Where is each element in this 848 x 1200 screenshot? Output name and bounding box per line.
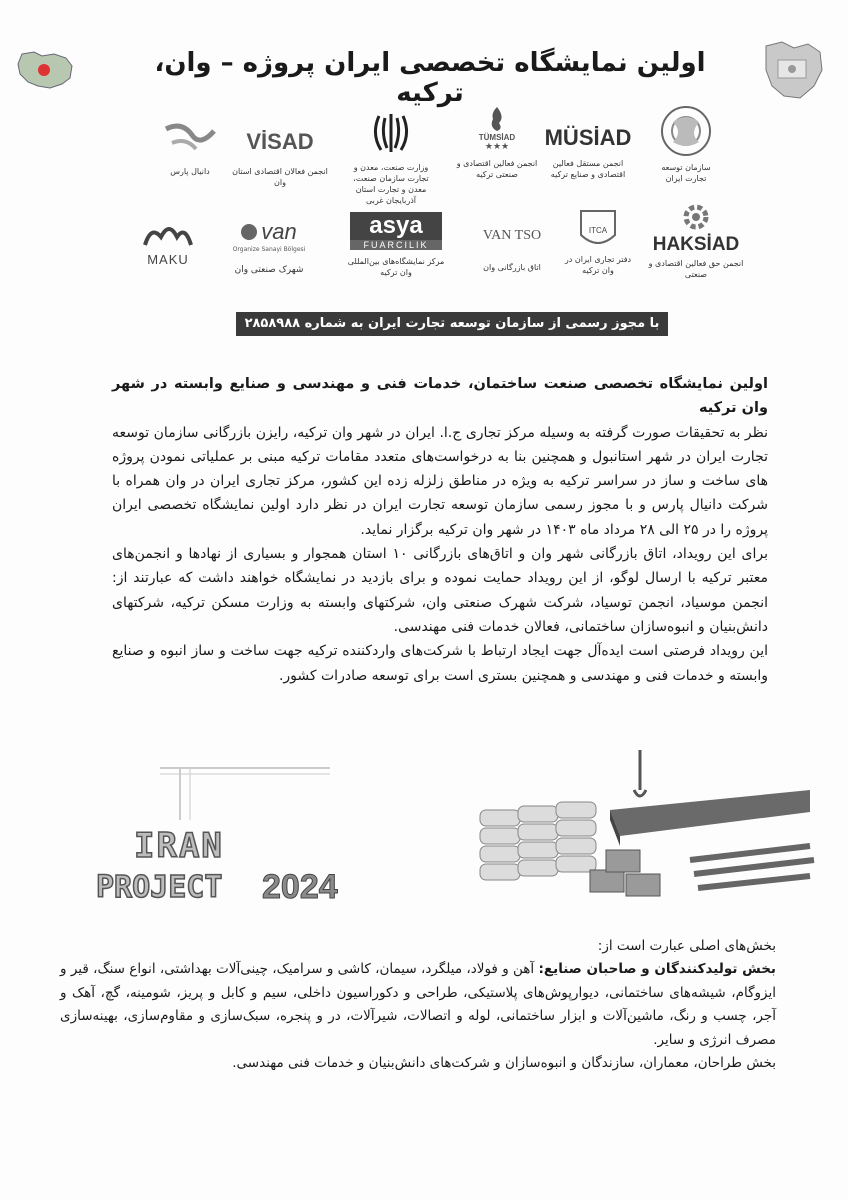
paragraph-2: برای این رویداد، اتاق بازرگانی شهر وان و اتاق‌های بازرگانی ۱۰ استان همجوار و بسیاری از نهادها و انجمن‌های معتبر ترکیه با ارسال لوگو، از این رویداد حمایت نموده و برای بازدید در نمایشگاه خواهند داشت که عبارتند از: انجمن موسیاد، انجمن توسیاد، شرکت شهرک صنعتی وان، شرکتهای وابسته به وزارت مسکن ترکیه، شرکتهای دانش‌بنیان و انبوه‌سازان ساختمانی، فعالان خدمات فنی مهندسی.: [112, 546, 768, 635]
dipars-logo-icon: [162, 121, 218, 161]
permit-banner: با مجوز رسمی از سازمان توسعه تجارت ایران به شماره ۲۸۵۸۹۸۸: [236, 312, 668, 336]
haksiad-logo: HAKSİAD انجمن حق فعالین اقتصادی و صنعتی: [644, 200, 748, 280]
gear-icon: [241, 224, 257, 240]
itca-badge-icon: [575, 207, 621, 251]
iran-emblem-icon: [369, 110, 413, 158]
dipars-logo: دانیال پارس: [150, 118, 230, 177]
turkey-map-icon: [14, 48, 76, 92]
body-text: [112, 372, 768, 688]
musiad-logo: MÜSİAD انجمن مستقل فعالین اقتصادی و صنایع ترکیه: [544, 125, 632, 179]
section-1-text: آهن و فولاد، میلگرد، سیمان، کاشی و سرامیک، چینی‌آلات بهداشتی، انواع سنگ، قیر و ایزوگام، شیشه‌های ساختمانی، دیوارپوش‌های پلاستیکی، طراحی و دکوراسیون داخلی، سیم و کابل و پریز، شومینه، گچ، آهک و آجر، چسب و رنگ، ماشین‌آلات و ابزار ساختمانی، لوله و اتصالات، شیرآلات، در و پنجره، سبک‌سازی و مقاوم‌سازی، بهینه‌سازی مصرف انرژی و سایر.: [60, 961, 776, 1048]
page-title: اولین نمایشگاه تخصصی ایران پروژه – وان، ترکیه: [154, 48, 706, 108]
tpo-logo: سازمان توسعه تجارت ایران: [650, 102, 722, 184]
crane-sketch-icon: [100, 760, 340, 820]
paragraph-1: نظر به تحقیقات صورت گرفته به وسیله مرکز تجاری ج.ا. ایران در شهر وان ترکیه، رایزن بازرگانی سازمان توسعه تجارت ایران در شهر استانبول و همچنین بنا به درخواست‌های متعدد مقامات ترکیه مبنی بر عملیاتی نمودن پروژه های ساخت و ساز در سراسر ترکیه به ویژه در مناطق زلزله زده این کشور، مرکز تجاری ایران در وان همراه با شرکت دانیال پارس و با مجوز رسمی سازمان توسعه تجارت ایران در نظر دارد اولین نمایشگاه تخصصی ایران پروژه را در ۲۵ الی ۲۸ مرداد ماه ۱۴۰۳ در شهر وان ترکیه برگزار نماید.: [112, 424, 768, 538]
stars-icon: ★★★: [484, 141, 510, 152]
section-2: بخش طراحان، معماران، سازندگان و انبوه‌سازان و شرکت‌های دانش‌بنیان و خدمات فنی مهندسی.: [232, 1055, 776, 1072]
haksiad-gear-icon: [676, 201, 716, 233]
paragraph-3: این رویداد فرصتی است ایده‌آل جهت ایجاد ارتباط با شرکت‌های واردکننده ترکیه جهت ساخت و ساز انبوه و صنایع وابسته و خدمات فنی و مهندسی و همچنین بستری است برای توسعه صادرات کشور.: [112, 643, 768, 684]
asya-logo: asya FUARCILIK مرکز نمایشگاه‌های بین‌المللی وان ترکیه: [347, 212, 445, 277]
banner-line-project: PROJECT: [96, 870, 223, 905]
banner-line-iran: IRAN: [134, 826, 224, 866]
sections-text: [60, 935, 776, 1075]
lead-paragraph: اولین نمایشگاه تخصصی صنعت ساختمان، خدمات فنی و مهندسی و صنایع وابسته در شهر وان ترکیه: [112, 376, 768, 417]
section-1-title: بخش تولیدکنندگان و صاحبان صنایع:: [538, 961, 776, 978]
svg-text:ITCA: ITCA: [588, 226, 608, 235]
iran-emblem: وزارت صنعت، معدن و تجارت سازمان صنعت، معدن و تجارت استان آذربایجان غربی: [344, 108, 438, 206]
iran-project-banner: [96, 816, 366, 926]
van-tso-logo: VAN TSO اتاق بازرگانی وان: [482, 228, 542, 272]
iran-map-icon: [760, 36, 826, 104]
van-osb-logo: van Organize Sanayi Bölgesi شهرک صنعتی وان: [232, 219, 306, 275]
itca-logo: ITCA دفتر تجاری ایران در وان ترکیه: [564, 206, 632, 276]
tumsiad-flame-icon: [485, 105, 509, 133]
tpo-globe-icon: [659, 104, 713, 158]
construction-materials-illustration: [470, 750, 820, 920]
sections-intro: بخش‌های اصلی عبارت است از:: [597, 938, 776, 954]
maku-logo: MAKU: [134, 216, 202, 267]
section-1: [60, 958, 776, 1052]
visad-logo: VİSAD انجمن فعالان اقتصادی استان وان: [232, 129, 328, 187]
banner-year: 2024: [262, 868, 338, 906]
maku-mountain-icon: [141, 219, 195, 249]
tumsiad-logo: TÜMSİAD ★★★ انجمن فعالین اقتصادی و صنعتی ترکیه: [455, 100, 539, 180]
